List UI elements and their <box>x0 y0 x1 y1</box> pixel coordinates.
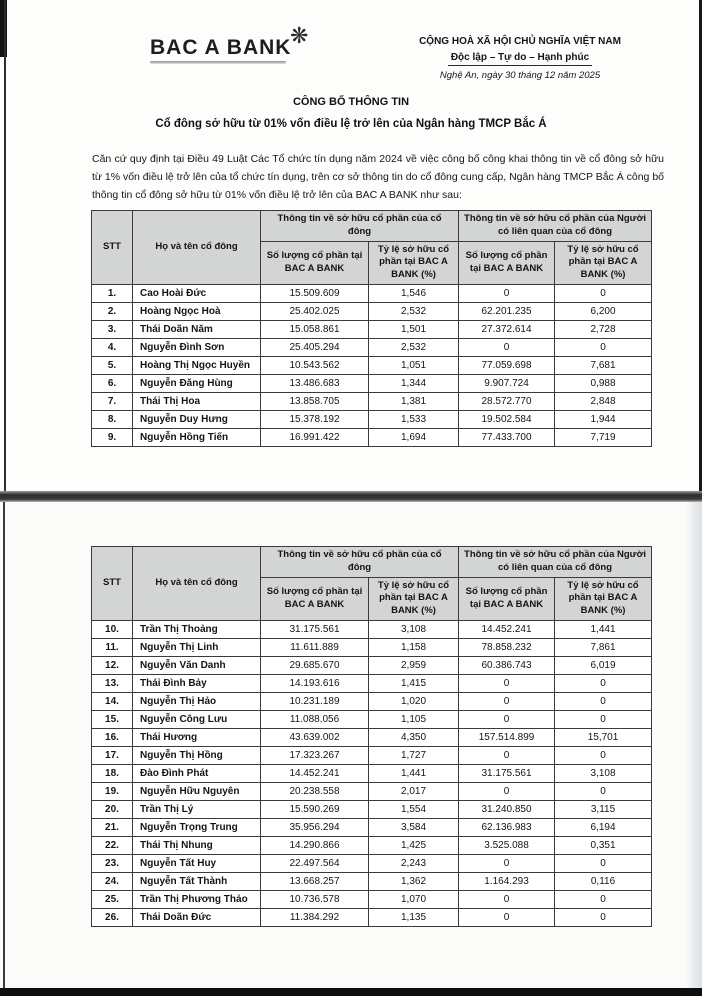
scan-edge-right <box>686 502 702 988</box>
related-percent: 0 <box>555 675 652 693</box>
own-percent: 1,546 <box>369 285 459 303</box>
shareholders-table-page2 <box>91 546 652 927</box>
related-shares: 0 <box>459 711 555 729</box>
own-shares: 14.193.616 <box>261 675 369 693</box>
own-shares: 20.238.558 <box>261 783 369 801</box>
related-shares: 157.514.899 <box>459 729 555 747</box>
related-shares: 62.201.235 <box>459 303 555 321</box>
shareholder-name: Nguyễn Duy Hưng <box>133 411 261 429</box>
related-percent: 0 <box>555 711 652 729</box>
related-shares: 9.907.724 <box>459 375 555 393</box>
own-percent: 1,105 <box>369 711 459 729</box>
own-percent: 1,694 <box>369 429 459 447</box>
related-shares: 60.386.743 <box>459 657 555 675</box>
own-shares: 10.736.578 <box>261 891 369 909</box>
header-group-own: Thông tin về sở hữu cổ phần của cổ đông <box>261 211 459 242</box>
table-header <box>92 547 652 621</box>
shareholder-name: Thái Hương <box>133 729 261 747</box>
row-number: 21. <box>92 819 133 837</box>
own-percent: 1,070 <box>369 891 459 909</box>
table-row <box>92 891 652 909</box>
related-percent: 1,441 <box>555 621 652 639</box>
related-shares: 31.240.850 <box>459 801 555 819</box>
own-percent: 4,350 <box>369 729 459 747</box>
table-row <box>92 411 652 429</box>
shareholder-name: Hoàng Thị Ngọc Huyền <box>133 357 261 375</box>
row-number: 5. <box>92 357 133 375</box>
table-row <box>92 837 652 855</box>
related-shares: 3.525.088 <box>459 837 555 855</box>
table-row <box>92 855 652 873</box>
own-shares: 25.405.294 <box>261 339 369 357</box>
row-number: 18. <box>92 765 133 783</box>
related-percent: 2,848 <box>555 393 652 411</box>
row-number: 13. <box>92 675 133 693</box>
table-row <box>92 873 652 891</box>
row-number: 4. <box>92 339 133 357</box>
own-shares: 29.685.670 <box>261 657 369 675</box>
related-shares: 77.059.698 <box>459 357 555 375</box>
bank-logo-text: BAC A BANK <box>150 36 292 59</box>
related-shares: 62.136.983 <box>459 819 555 837</box>
related-shares: 14.452.241 <box>459 621 555 639</box>
row-number: 11. <box>92 639 133 657</box>
related-percent: 3,115 <box>555 801 652 819</box>
own-shares: 10.231.189 <box>261 693 369 711</box>
related-shares: 0 <box>459 891 555 909</box>
table-row <box>92 285 652 303</box>
row-number: 2. <box>92 303 133 321</box>
own-percent: 1,051 <box>369 357 459 375</box>
shareholder-name: Thái Doãn Năm <box>133 321 261 339</box>
shareholder-name: Nguyễn Đăng Hùng <box>133 375 261 393</box>
own-shares: 15.590.269 <box>261 801 369 819</box>
related-shares: 0 <box>459 783 555 801</box>
related-percent: 7,681 <box>555 357 652 375</box>
row-number: 10. <box>92 621 133 639</box>
own-percent: 2,959 <box>369 657 459 675</box>
logo-star-icon: ❋ <box>290 23 309 48</box>
own-percent: 1,362 <box>369 873 459 891</box>
related-percent: 6,019 <box>555 657 652 675</box>
shareholder-name: Cao Hoài Đức <box>133 285 261 303</box>
table-row <box>92 819 652 837</box>
related-shares: 0 <box>459 339 555 357</box>
own-shares: 13.858.705 <box>261 393 369 411</box>
own-percent: 1,441 <box>369 765 459 783</box>
own-shares: 11.611.889 <box>261 639 369 657</box>
own-percent: 1,344 <box>369 375 459 393</box>
related-percent: 1,944 <box>555 411 652 429</box>
table-row <box>92 747 652 765</box>
own-percent: 1,381 <box>369 393 459 411</box>
own-shares: 31.175.561 <box>261 621 369 639</box>
own-percent: 3,584 <box>369 819 459 837</box>
scan-edge-left <box>4 0 6 492</box>
own-percent: 1,501 <box>369 321 459 339</box>
row-number: 24. <box>92 873 133 891</box>
header-stt: STT <box>92 547 133 621</box>
shareholder-name: Nguyễn Văn Danh <box>133 657 261 675</box>
shareholder-name: Nguyễn Đình Sơn <box>133 339 261 357</box>
shareholder-name: Nguyễn Thị Linh <box>133 639 261 657</box>
own-shares: 14.290.866 <box>261 837 369 855</box>
table-row <box>92 429 652 447</box>
row-number: 26. <box>92 909 133 927</box>
table-row <box>92 621 652 639</box>
header-related-percent: Tỷ lệ sở hữu cổ phần tại BAC A BANK (%) <box>555 577 652 620</box>
own-percent: 3,108 <box>369 621 459 639</box>
header-group-related: Thông tin về sở hữu cổ phần của Người có liên quan của cổ đông <box>459 211 652 242</box>
shareholder-name: Đào Đình Phát <box>133 765 261 783</box>
shareholder-name: Nguyễn Công Lưu <box>133 711 261 729</box>
shareholder-name: Trần Thị Lý <box>133 801 261 819</box>
own-shares: 22.497.564 <box>261 855 369 873</box>
row-number: 6. <box>92 375 133 393</box>
related-shares: 0 <box>459 285 555 303</box>
related-percent: 0 <box>555 339 652 357</box>
table-row <box>92 375 652 393</box>
table-row <box>92 729 652 747</box>
row-number: 9. <box>92 429 133 447</box>
header-group-related: Thông tin về sở hữu cổ phần của Người có liên quan của cổ đông <box>459 547 652 578</box>
related-percent: 0,988 <box>555 375 652 393</box>
table-row <box>92 693 652 711</box>
own-shares: 25.402.025 <box>261 303 369 321</box>
table-row <box>92 765 652 783</box>
table-row <box>92 357 652 375</box>
header-stt: STT <box>92 211 133 285</box>
shareholder-name: Hoàng Ngọc Hoà <box>133 303 261 321</box>
related-percent: 0,116 <box>555 873 652 891</box>
own-percent: 1,135 <box>369 909 459 927</box>
related-shares: 0 <box>459 675 555 693</box>
shareholder-name: Nguyễn Hữu Nguyên <box>133 783 261 801</box>
document-date-line: Nghệ An, ngày 30 tháng 12 năm 2025 <box>439 70 601 81</box>
table-row <box>92 339 652 357</box>
row-number: 20. <box>92 801 133 819</box>
table-row <box>92 711 652 729</box>
shareholder-name: Thái Thị Hoa <box>133 393 261 411</box>
shareholder-name: Nguyễn Hồng Tiến <box>133 429 261 447</box>
header-own-shares: Số lượng cổ phần tại BAC A BANK <box>261 241 369 284</box>
own-shares: 14.452.241 <box>261 765 369 783</box>
row-number: 23. <box>92 855 133 873</box>
scan-edge-left <box>3 502 5 988</box>
shareholder-name: Trần Thị Thoảng <box>133 621 261 639</box>
row-number: 1. <box>92 285 133 303</box>
header-own-percent: Tỷ lệ sở hữu cổ phần tại BAC A BANK (%) <box>369 577 459 620</box>
related-shares: 78.858.232 <box>459 639 555 657</box>
own-percent: 2,532 <box>369 339 459 357</box>
own-shares: 13.486.683 <box>261 375 369 393</box>
row-number: 3. <box>92 321 133 339</box>
shareholder-name: Thái Thị Nhung <box>133 837 261 855</box>
document-subtitle: Cổ đông sở hữu từ 01% vốn điều lệ trở lên của Ngân hàng TMCP Bắc Á <box>155 118 547 130</box>
related-percent: 3,108 <box>555 765 652 783</box>
own-percent: 1,425 <box>369 837 459 855</box>
related-shares: 0 <box>459 693 555 711</box>
related-percent: 15,701 <box>555 729 652 747</box>
shareholder-name: Nguyễn Thị Hồng <box>133 747 261 765</box>
own-shares: 11.384.292 <box>261 909 369 927</box>
related-percent: 0 <box>555 909 652 927</box>
table-row <box>92 801 652 819</box>
document-title: CÔNG BỐ THÔNG TIN <box>292 96 410 108</box>
related-shares: 27.372.614 <box>459 321 555 339</box>
header-own-percent: Tỷ lệ sở hữu cổ phần tại BAC A BANK (%) <box>369 241 459 284</box>
related-percent: 0,351 <box>555 837 652 855</box>
table-row <box>92 909 652 927</box>
header-related-percent: Tỷ lệ sở hữu cổ phần tại BAC A BANK (%) <box>555 241 652 284</box>
national-motto-line2: Độc lập – Tự do – Hạnh phúc <box>448 52 592 66</box>
related-percent: 0 <box>555 693 652 711</box>
related-percent: 7,719 <box>555 429 652 447</box>
related-shares: 28.572.770 <box>459 393 555 411</box>
related-percent: 2,728 <box>555 321 652 339</box>
shareholder-name: Nguyễn Thị Hảo <box>133 693 261 711</box>
table-body-page2 <box>92 621 652 927</box>
related-shares: 0 <box>459 909 555 927</box>
related-shares: 77.433.700 <box>459 429 555 447</box>
row-number: 8. <box>92 411 133 429</box>
own-shares: 15.058.861 <box>261 321 369 339</box>
table-row <box>92 321 652 339</box>
header-own-shares: Số lượng cổ phần tại BAC A BANK <box>261 577 369 620</box>
shareholder-name: Thái Đình Bảy <box>133 675 261 693</box>
own-shares: 16.991.422 <box>261 429 369 447</box>
own-shares: 10.543.562 <box>261 357 369 375</box>
own-percent: 1,158 <box>369 639 459 657</box>
row-number: 14. <box>92 693 133 711</box>
page-separator <box>0 491 702 502</box>
header-shareholder-name: Họ và tên cổ đông <box>133 211 261 285</box>
own-shares: 11.088.056 <box>261 711 369 729</box>
table-row <box>92 675 652 693</box>
shareholder-name: Nguyễn Tất Huy <box>133 855 261 873</box>
related-shares: 19.502.584 <box>459 411 555 429</box>
own-percent: 2,017 <box>369 783 459 801</box>
own-shares: 43.639.002 <box>261 729 369 747</box>
table-row <box>92 393 652 411</box>
related-shares: 31.175.561 <box>459 765 555 783</box>
related-percent: 7,861 <box>555 639 652 657</box>
row-number: 17. <box>92 747 133 765</box>
related-shares: 0 <box>459 747 555 765</box>
header-group-own: Thông tin về sở hữu cổ phần của cổ đông <box>261 547 459 578</box>
table-row <box>92 783 652 801</box>
intro-paragraph: Căn cứ quy định tại Điều 49 Luật Các Tổ chức tín dụng năm 2024 về việc công bố công khai thông tin về cổ đông sở hữu từ 1% vốn điều lệ trở lên của tổ chức tín dụng, trên cơ sở thông tin do cổ đông cung cấp, Ngân hàng TMCP Bắc Á công bố thông tin cổ đông sở hữu từ 01% vốn điều lệ trở lên của BAC A BANK như sau: <box>92 153 664 202</box>
related-percent: 0 <box>555 891 652 909</box>
related-percent: 6,194 <box>555 819 652 837</box>
header-related-shares: Số lượng cổ phần tại BAC A BANK <box>459 577 555 620</box>
document-page-2 <box>0 502 702 988</box>
own-percent: 1,554 <box>369 801 459 819</box>
own-percent: 1,020 <box>369 693 459 711</box>
own-percent: 2,532 <box>369 303 459 321</box>
shareholder-name: Thái Doãn Đức <box>133 909 261 927</box>
shareholders-table-page1 <box>91 210 652 447</box>
table-body-page1 <box>92 285 652 447</box>
row-number: 16. <box>92 729 133 747</box>
row-number: 19. <box>92 783 133 801</box>
table-row <box>92 639 652 657</box>
own-shares: 15.509.609 <box>261 285 369 303</box>
shareholder-name: Nguyễn Trọng Trung <box>133 819 261 837</box>
own-shares: 35.956.294 <box>261 819 369 837</box>
row-number: 15. <box>92 711 133 729</box>
row-number: 22. <box>92 837 133 855</box>
national-header <box>388 36 652 81</box>
row-number: 12. <box>92 657 133 675</box>
table-header <box>92 211 652 285</box>
table-row <box>92 303 652 321</box>
row-number: 25. <box>92 891 133 909</box>
related-percent: 0 <box>555 783 652 801</box>
logo-underline <box>150 61 286 64</box>
document-page-1 <box>0 0 702 492</box>
header-shareholder-name: Họ và tên cổ đông <box>133 547 261 621</box>
national-motto-line1: CỘNG HOÀ XÃ HỘI CHỦ NGHĨA VIỆT NAM <box>419 36 621 47</box>
own-percent: 1,533 <box>369 411 459 429</box>
shareholder-name: Nguyễn Tất Thành <box>133 873 261 891</box>
own-shares: 15.378.192 <box>261 411 369 429</box>
own-percent: 1,415 <box>369 675 459 693</box>
related-shares: 1.164.293 <box>459 873 555 891</box>
table-row <box>92 657 652 675</box>
scan-edge-bottom <box>0 988 702 996</box>
related-shares: 0 <box>459 855 555 873</box>
own-percent: 1,727 <box>369 747 459 765</box>
own-shares: 13.668.257 <box>261 873 369 891</box>
related-percent: 6,200 <box>555 303 652 321</box>
related-percent: 0 <box>555 747 652 765</box>
own-percent: 2,243 <box>369 855 459 873</box>
related-percent: 0 <box>555 285 652 303</box>
shareholder-name: Trần Thị Phương Thảo <box>133 891 261 909</box>
header-related-shares: Số lượng cổ phần tại BAC A BANK <box>459 241 555 284</box>
row-number: 7. <box>92 393 133 411</box>
related-percent: 0 <box>555 855 652 873</box>
own-shares: 17.323.267 <box>261 747 369 765</box>
bank-logo <box>150 23 309 64</box>
